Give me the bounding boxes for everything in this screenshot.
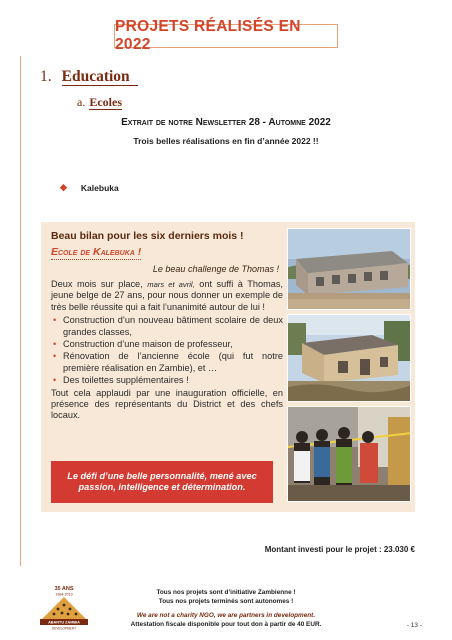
article-intro-end: ont suffi à Thomas, jeune belge de 27 ans, pour nous donner un exemple de très belle réussite qui a fait l’unanimité autour de lui ! xyxy=(51,279,283,312)
quote-text: Le défi d’une belle personnalité, mené avec passion, intelligence et détermination. xyxy=(67,470,257,492)
page-title-box xyxy=(114,18,338,53)
subsection-heading xyxy=(77,95,122,110)
bullet-item-label: Kalebuka xyxy=(80,182,119,193)
article-closing: Tout cela applaudi par une inauguration officielle, en présence des représentants du District et des chefs locaux. xyxy=(51,387,283,421)
subsection-letter: a. xyxy=(77,95,86,109)
article-school-title: Ecole de Kalebuka ! xyxy=(51,246,142,258)
article-intro-start: Deux mois sur place, xyxy=(51,279,143,289)
article-intro xyxy=(51,279,283,313)
left-margin-rule xyxy=(20,56,21,566)
page-number: - 13 - xyxy=(406,622,422,629)
project-amount: Montant investi pour le projet : 23.030 € xyxy=(264,545,415,554)
article-panel xyxy=(41,222,415,512)
bullet-item xyxy=(60,182,119,193)
newsletter-subline: Trois belles réalisations en fin d’année 2022 !! xyxy=(133,136,319,146)
article-challenge: Le beau challenge de Thomas ! xyxy=(152,264,279,274)
footer-line-2: Tous nos projets terminés sont autonomes ! xyxy=(158,598,294,605)
newsletter-line: Extrait de notre Newsletter 28 - Automne 2022 xyxy=(121,117,331,128)
quote-box xyxy=(51,461,273,503)
diamond-bullet-icon: ◆ xyxy=(60,182,67,192)
section-label: Education xyxy=(62,68,138,86)
footer-line-4: Attestation fiscale disponible pour tout don à partir de 40 EUR. xyxy=(130,621,322,628)
logo-name: ABANTU ZAMBIA xyxy=(48,620,80,625)
article-text-column xyxy=(51,230,283,422)
inauguration-photo xyxy=(287,406,411,502)
subsection-label: Ecoles xyxy=(89,95,122,109)
list-item: • Construction d’une maison de professeur, xyxy=(51,339,283,350)
achievement-list xyxy=(51,315,283,386)
section-number: 1. xyxy=(40,68,52,85)
list-item: • Des toilettes supplémentaires ! xyxy=(51,375,283,386)
teacher-house-photo xyxy=(287,314,411,402)
page-title: PROJETS RÉALISÉS EN 2022 xyxy=(115,18,301,53)
logo-anniversary: 35 ANS xyxy=(54,586,74,592)
footer-line-1: Tous nos projets sont d’initiative Zambienne ! xyxy=(156,589,296,596)
list-item: • Construction d’un nouveau bâtiment scolaire de deux grandes classes, xyxy=(51,315,283,338)
school-building-photo xyxy=(287,228,411,310)
footer-line-3: We are not a charity NGO, we are partners in development. xyxy=(136,612,316,619)
section-heading xyxy=(40,68,138,86)
logo-years: 1984-2019 xyxy=(55,592,73,597)
list-item: • Rénovation de l’ancienne école (qui fut notre première réalisation en Zambie), et … xyxy=(51,351,283,374)
logo-sub: DEVELOPMENT xyxy=(51,626,77,631)
article-intro-dates: mars et avril, xyxy=(147,280,195,289)
article-heading: Beau bilan pour les six derniers mois ! xyxy=(51,230,244,242)
